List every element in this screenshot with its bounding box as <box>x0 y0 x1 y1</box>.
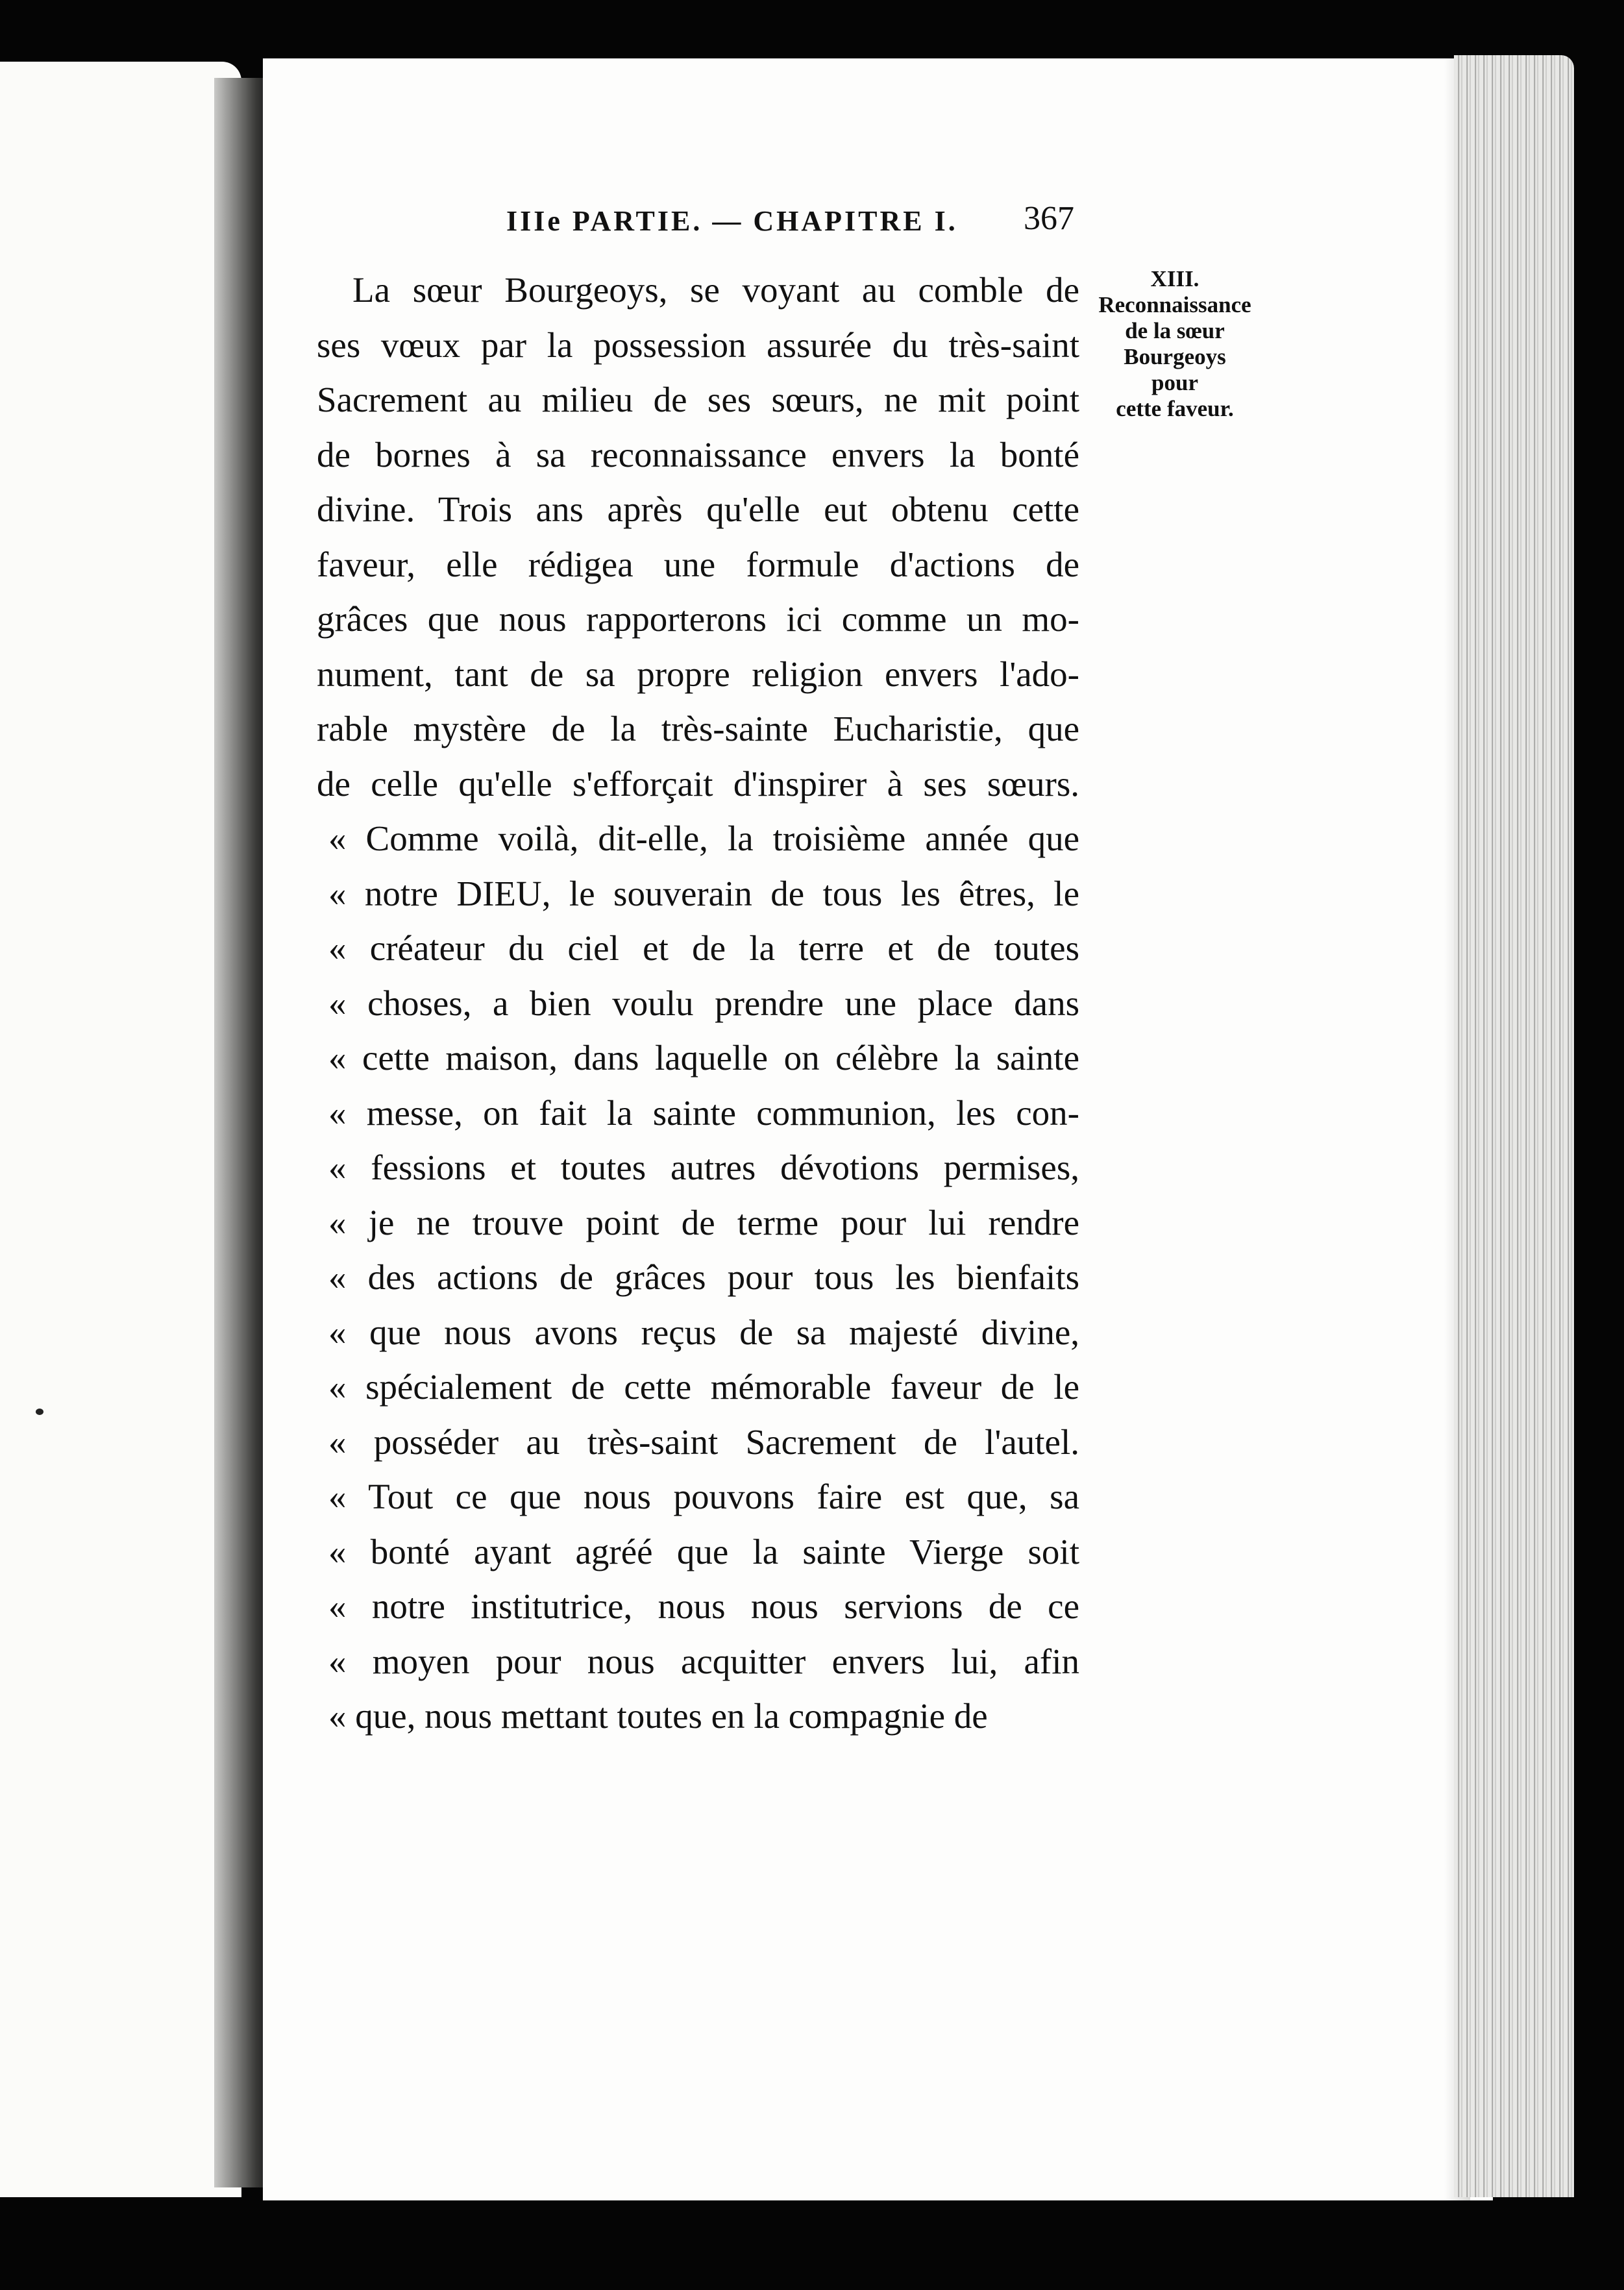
ink-speck <box>36 1409 43 1415</box>
text-line: grâces que nous rapporterons ici comme un mo- <box>317 599 1079 639</box>
page-edges <box>1454 55 1574 2197</box>
page-number: 367 <box>1024 200 1074 237</box>
text-line: « que nous avons reçus de sa majesté divine, <box>328 1312 1079 1352</box>
text-line: « Tout ce que nous pouvons faire est que, sa <box>328 1477 1079 1516</box>
text-line: de bornes à sa reconnaissance envers la bonté <box>317 434 1079 474</box>
text-line: faveur, elle rédigea une formule d'actions de <box>317 544 1079 584</box>
text-line: nument, tant de sa propre religion envers l'ado- <box>317 654 1079 694</box>
text-line: « notre institutrice, nous nous servions de ce <box>328 1586 1079 1626</box>
margin-note-line: de la sœur <box>1125 318 1225 343</box>
text-line: rable mystère de la très-sainte Eucharistie, que <box>317 709 1079 748</box>
margin-note-line: Bourgeoys <box>1124 344 1226 369</box>
text-line: « posséder au très-saint Sacrement de l'autel. <box>328 1422 1079 1462</box>
running-head <box>500 200 1074 243</box>
text-line: Sacrement au milieu de ses sœurs, ne mit point <box>317 380 1079 419</box>
text-line: « notre DIEU, le souverain de tous les êtres, le <box>328 873 1079 913</box>
text-line: « des actions de grâces pour tous les bienfaits <box>328 1257 1079 1297</box>
text-line: « messe, on fait la sainte communion, les con- <box>328 1092 1079 1133</box>
text-line: « je ne trouve point de terme pour lui rendre <box>328 1202 1079 1242</box>
margin-note-line: XIII. <box>1150 266 1200 291</box>
facing-page-left <box>0 62 241 2197</box>
text-line: « bonté ayant agréé que la sainte Vierge soit <box>328 1531 1079 1571</box>
book-gutter <box>214 78 266 2187</box>
text-line: « choses, a bien voulu prendre une place dans <box>328 983 1079 1023</box>
margin-note-line: pour <box>1151 370 1198 395</box>
text-line: « cette maison, dans laquelle on célèbre la sainte <box>328 1038 1079 1077</box>
margin-note-line: Reconnaissance <box>1098 292 1251 317</box>
text-line: divine. Trois ans après qu'elle eut obtenu cette <box>317 489 1079 529</box>
body-text <box>317 263 1079 1744</box>
text-line: « fessions et toutes autres dévotions permises, <box>328 1148 1079 1187</box>
text-line: « que, nous mettant toutes en la compagnie de <box>328 1696 988 1736</box>
margin-note <box>1081 266 1269 422</box>
text-line: de celle qu'elle s'efforçait d'inspirer à ses sœurs. <box>317 763 1079 804</box>
text-line: « moyen pour nous acquitter envers lui, afin <box>328 1641 1079 1681</box>
margin-note-line: cette faveur. <box>1116 396 1234 421</box>
running-title: IIIe PARTIE. — CHAPITRE I. <box>506 205 958 237</box>
text-line: La sœur Bourgeoys, se voyant au comble de <box>352 270 1079 310</box>
text-line: ses vœux par la possession assurée du très-saint <box>317 325 1079 365</box>
text-line: « Comme voilà, dit-elle, la troisième année que <box>328 819 1079 858</box>
text-line: « spécialement de cette mémorable faveur de le <box>328 1367 1079 1407</box>
text-line: « créateur du ciel et de la terre et de toutes <box>328 928 1079 968</box>
